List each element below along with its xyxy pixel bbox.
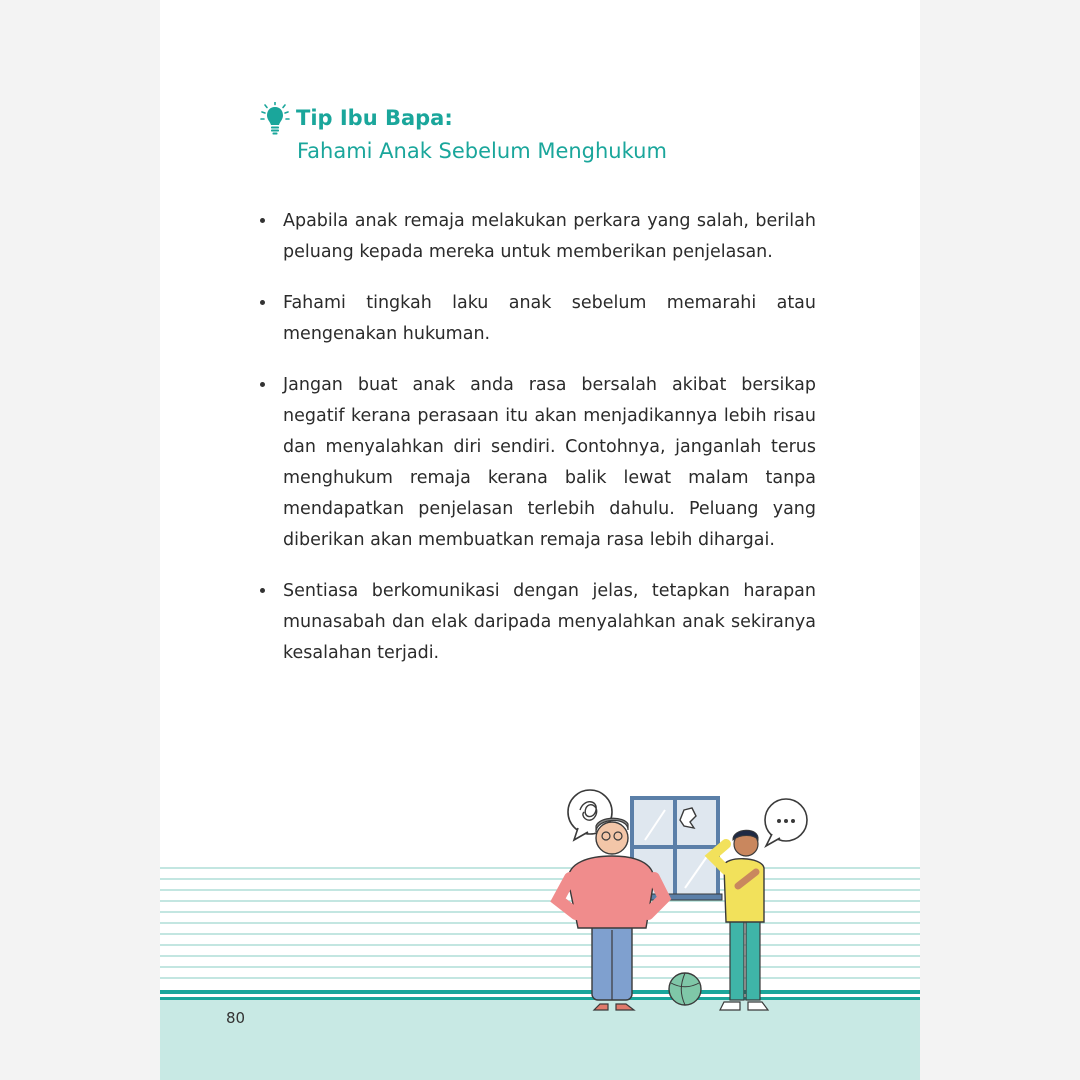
list-item [256,576,816,669]
list-item [256,206,816,268]
tip-subtitle: Fahami Anak Sebelum Menghukum [297,139,667,163]
bullet-dot [260,588,265,593]
ellipsis-bubble-icon [765,799,807,846]
bullet-dot [260,218,265,223]
list-item-text: Sentiasa berkomunikasi dengan jelas, tetapkan harapan munasabah dan elak daripada menyalahkan anak sekiranya kesalahan terjadi. [283,581,816,663]
list-item [256,288,816,350]
teen-figure [712,830,768,1010]
tips-list [256,206,816,689]
football-icon [669,973,701,1005]
parent-teen-illustration [550,780,820,1020]
list-item-text: Fahami tingkah laku anak sebelum memarahi atau mengenakan hukuman. [283,293,816,344]
list-item-text: Jangan buat anak anda rasa bersalah akibat bersikap negatif kerana perasaan itu akan menjadikannya lebih risau dan menyalahkan diri sendiri. Contohnya, janganlah terus menghukum remaja kerana balik lewat malam tanpa mendapatkan penjelasan terlebih dahulu. Peluang yang diberikan akan membuatkan remaja rasa lebih dihargai. [283,375,816,550]
list-item [256,370,816,556]
list-item-text: Apabila anak remaja melakukan perkara yang salah, berilah peluang kepada mereka untuk memberikan penjelasan. [283,211,816,262]
tip-title: Tip Ibu Bapa: [296,106,453,130]
bullet-dot [260,300,265,305]
lightbulb-icon [260,102,290,138]
bullet-dot [260,382,265,387]
page-number: 80 [226,1009,246,1027]
book-page [160,0,920,1080]
